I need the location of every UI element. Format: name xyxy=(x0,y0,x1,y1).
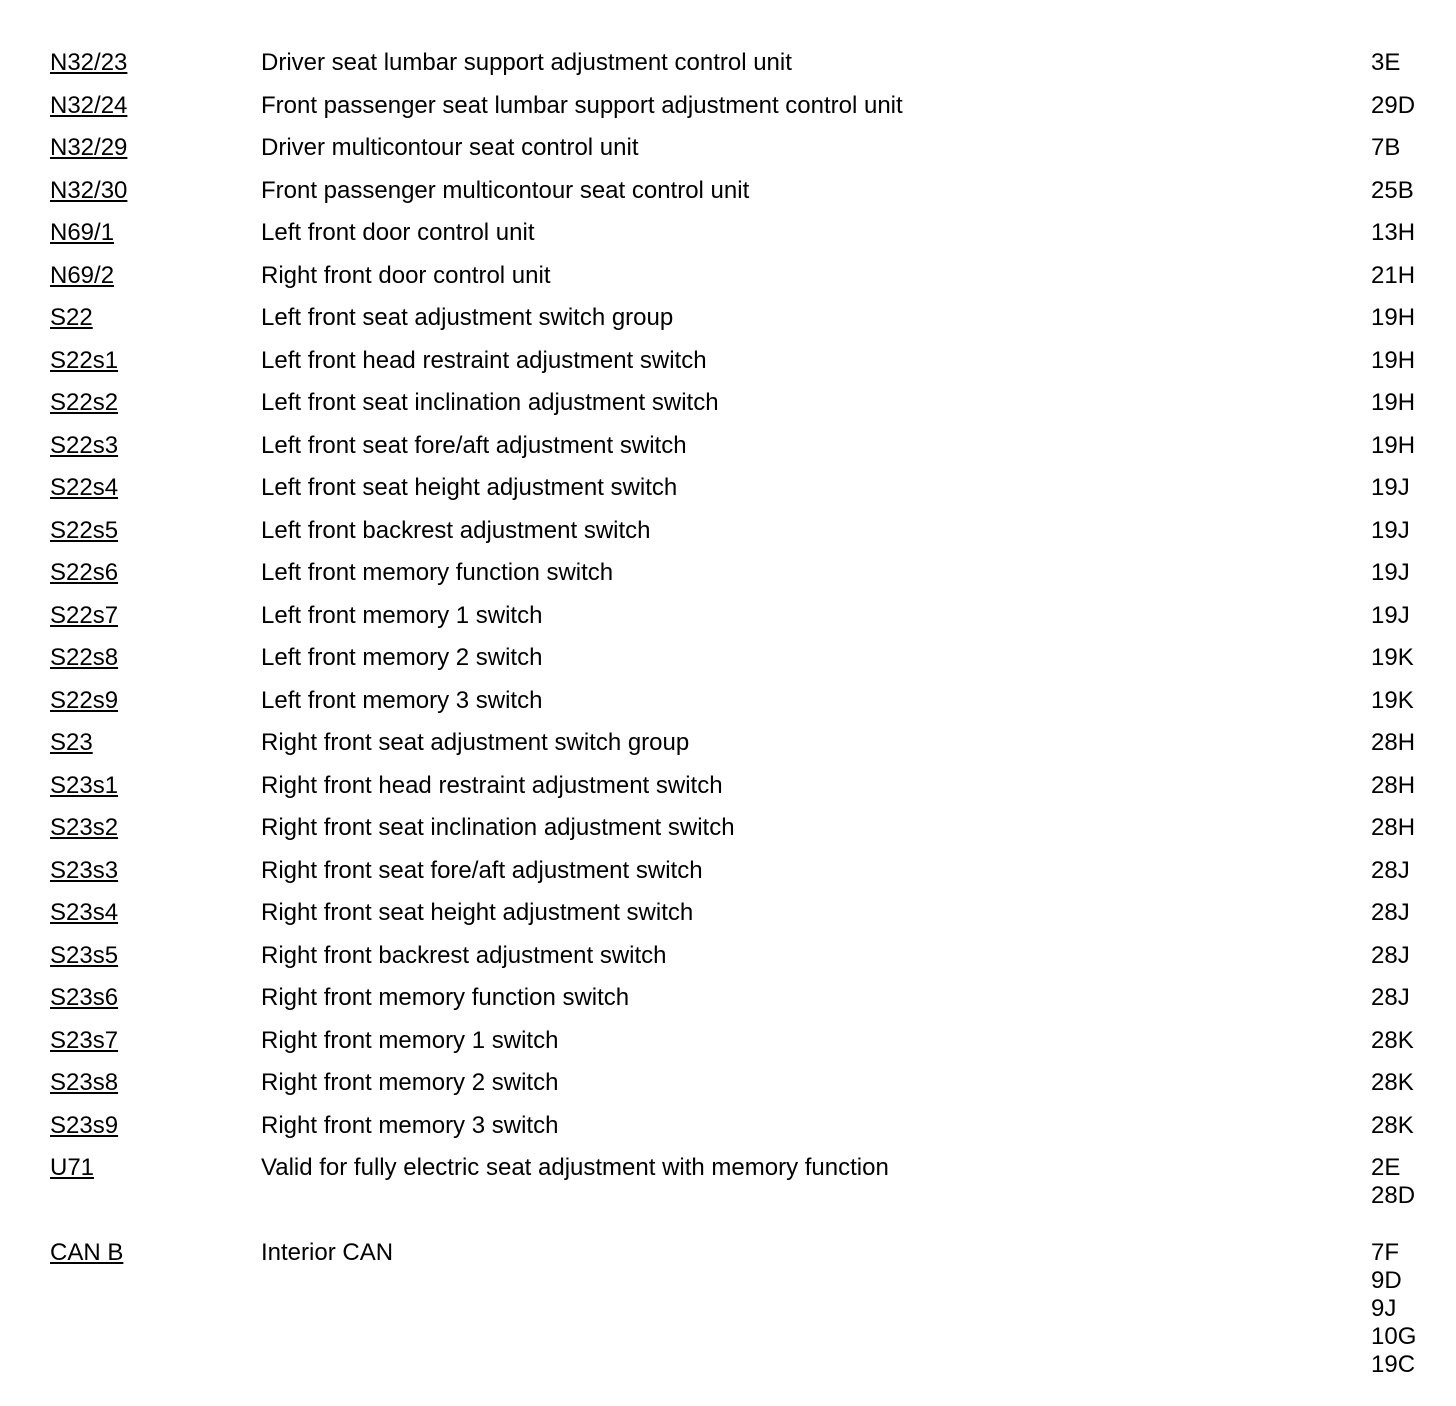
component-description: Driver seat lumbar support adjustment control unit xyxy=(261,49,792,76)
component-code-link[interactable]: S22s1 xyxy=(50,346,119,374)
grid-location-list xyxy=(1371,1069,1414,1097)
grid-location-list xyxy=(1371,92,1415,120)
component-code-link[interactable]: S22s7 xyxy=(50,601,119,629)
grid-location-list xyxy=(1371,814,1415,842)
component-description: Left front seat adjustment switch group xyxy=(261,304,674,331)
grid-location: 10G xyxy=(1371,1322,1417,1350)
component-description: Left front seat fore/aft adjustment switch xyxy=(261,431,687,459)
grid-location: 19H xyxy=(1371,304,1416,331)
component-description: Right front memory 3 switch xyxy=(261,1111,559,1139)
grid-location-list xyxy=(1371,517,1410,545)
grid-location: 2E xyxy=(1371,1154,1401,1181)
grid-location: 28J xyxy=(1371,856,1410,884)
component-description: Left front memory function switch xyxy=(261,559,614,586)
grid-location: 19H xyxy=(1371,346,1416,374)
component-description: Left front memory 1 switch xyxy=(261,601,543,629)
grid-location: 25B xyxy=(1371,176,1414,204)
grid-location-list xyxy=(1371,857,1410,885)
grid-location: 9D xyxy=(1371,1266,1402,1294)
component-code-link[interactable]: S23s1 xyxy=(50,771,119,799)
component-code-link[interactable]: S22 xyxy=(50,304,93,331)
grid-location-list xyxy=(1371,49,1400,77)
grid-location: 19J xyxy=(1371,559,1410,586)
grid-location-list xyxy=(1371,304,1415,332)
component-description: Right front seat inclination adjustment switch xyxy=(261,814,735,841)
grid-location-list xyxy=(1371,347,1415,375)
grid-location-list xyxy=(1371,389,1415,417)
grid-location: 28D xyxy=(1371,1182,1416,1209)
component-description: Left front seat height adjustment switch xyxy=(261,474,678,501)
grid-location: 28K xyxy=(1371,1026,1414,1054)
component-description: Front passenger seat lumbar support adjustment control unit xyxy=(261,91,903,119)
component-description: Right front door control unit xyxy=(261,261,551,289)
grid-location-list xyxy=(1371,899,1410,927)
component-code-link[interactable]: N32/23 xyxy=(50,49,128,76)
grid-location: 28J xyxy=(1371,984,1410,1011)
grid-location-list xyxy=(1371,1027,1414,1055)
component-description: Driver multicontour seat control unit xyxy=(261,134,639,161)
grid-location: 28H xyxy=(1371,814,1416,841)
grid-location: 19H xyxy=(1371,431,1416,459)
component-code-link[interactable]: S23s3 xyxy=(50,856,119,884)
grid-location: 19J xyxy=(1371,474,1410,501)
component-description: Left front seat inclination adjustment switch xyxy=(261,389,719,416)
grid-location: 28K xyxy=(1371,1069,1414,1096)
component-description: Right front memory 1 switch xyxy=(261,1026,559,1054)
component-description: Right front seat adjustment switch group xyxy=(261,729,690,756)
grid-location: 9J xyxy=(1371,1294,1397,1322)
grid-location-list xyxy=(1371,219,1415,247)
component-code-link[interactable]: S23 xyxy=(50,729,93,756)
component-description: Right front seat fore/aft adjustment switch xyxy=(261,856,703,884)
grid-location-list xyxy=(1371,1154,1415,1210)
component-code-link[interactable]: S23s5 xyxy=(50,941,119,969)
grid-location: 7B xyxy=(1371,134,1401,161)
grid-location: 29D xyxy=(1371,91,1416,119)
component-code-link[interactable]: N32/29 xyxy=(50,134,128,161)
grid-location: 7F xyxy=(1371,1238,1400,1266)
grid-location-list xyxy=(1371,729,1415,757)
component-code-link[interactable]: S22s8 xyxy=(50,644,119,671)
component-code-link[interactable]: S23s7 xyxy=(50,1026,119,1054)
component-code-link[interactable]: N69/1 xyxy=(50,219,115,246)
component-description: Valid for fully electric seat adjustment with memory function xyxy=(261,1154,889,1181)
grid-location: 19K xyxy=(1371,644,1414,671)
component-code-link[interactable]: S23s4 xyxy=(50,899,119,926)
component-description: Left front backrest adjustment switch xyxy=(261,516,651,544)
grid-location-list xyxy=(1371,474,1410,502)
grid-location: 28H xyxy=(1371,729,1416,756)
component-description: Left front head restraint adjustment switch xyxy=(261,346,707,374)
component-description: Right front seat height adjustment switch xyxy=(261,899,694,926)
grid-location-list xyxy=(1371,177,1414,205)
grid-location: 19J xyxy=(1371,516,1410,544)
component-code-link[interactable]: S22s4 xyxy=(50,474,119,501)
grid-location-list xyxy=(1371,984,1410,1012)
grid-location: 28J xyxy=(1371,941,1410,969)
grid-location: 28H xyxy=(1371,771,1416,799)
component-code-link[interactable]: N32/30 xyxy=(50,176,128,204)
component-description: Front passenger multicontour seat control unit xyxy=(261,176,750,204)
grid-location-list xyxy=(1371,134,1400,162)
grid-location-list xyxy=(1371,1112,1414,1140)
grid-location-list xyxy=(1371,644,1414,672)
grid-location-list xyxy=(1371,942,1410,970)
component-code-link[interactable]: S22s9 xyxy=(50,686,119,714)
component-description: Left front memory 3 switch xyxy=(261,686,543,714)
component-description: Right front backrest adjustment switch xyxy=(261,941,667,969)
grid-location: 19C xyxy=(1371,1350,1416,1378)
component-description: Right front memory function switch xyxy=(261,984,630,1011)
grid-location-list xyxy=(1371,687,1414,715)
grid-location-list xyxy=(1371,432,1415,460)
grid-location: 19J xyxy=(1371,601,1410,629)
component-code-link[interactable]: U71 xyxy=(50,1154,95,1181)
component-code-link[interactable]: S23s2 xyxy=(50,814,119,841)
grid-location: 28K xyxy=(1371,1111,1414,1139)
component-code-link[interactable]: S23s6 xyxy=(50,984,119,1011)
grid-location: 13H xyxy=(1371,219,1416,246)
grid-location: 28J xyxy=(1371,899,1410,926)
grid-location-list xyxy=(1371,602,1410,630)
grid-location: 3E xyxy=(1371,49,1401,76)
component-code-link[interactable]: S23s9 xyxy=(50,1111,119,1139)
component-code-link[interactable]: S22s3 xyxy=(50,431,119,459)
grid-location-list xyxy=(1371,772,1415,800)
component-description: Left front door control unit xyxy=(261,219,535,246)
grid-location-list xyxy=(1371,559,1410,587)
component-code-link[interactable]: S22s6 xyxy=(50,559,119,586)
grid-location: 21H xyxy=(1371,261,1416,289)
component-code-link[interactable]: CAN B xyxy=(50,1238,124,1266)
grid-location-list xyxy=(1371,262,1415,290)
component-code-link[interactable]: N32/24 xyxy=(50,91,128,119)
component-code-link[interactable]: S22s2 xyxy=(50,389,119,416)
component-description: Right front memory 2 switch xyxy=(261,1069,559,1096)
component-description: Interior CAN xyxy=(261,1238,394,1266)
grid-location-list xyxy=(1371,1239,1416,1379)
component-code-link[interactable]: S23s8 xyxy=(50,1069,119,1096)
component-code-link[interactable]: S22s5 xyxy=(50,516,119,544)
grid-location: 19H xyxy=(1371,389,1416,416)
component-code-link[interactable]: N69/2 xyxy=(50,261,115,289)
grid-location: 19K xyxy=(1371,686,1414,714)
component-description: Left front memory 2 switch xyxy=(261,644,543,671)
component-description: Right front head restraint adjustment switch xyxy=(261,771,723,799)
